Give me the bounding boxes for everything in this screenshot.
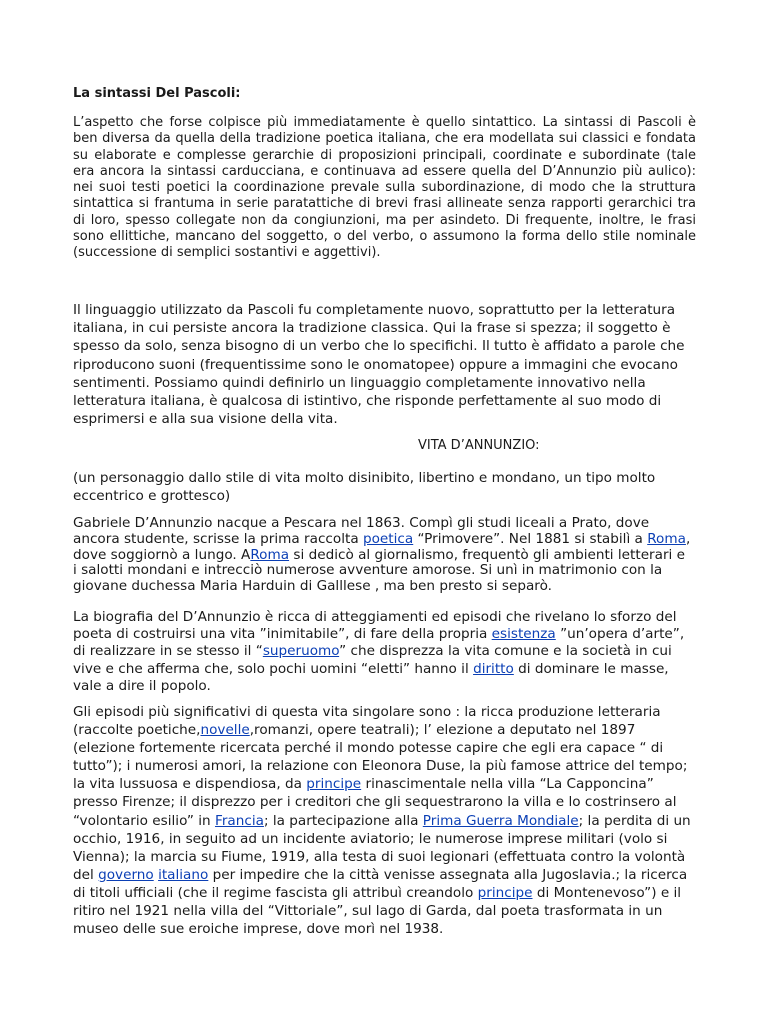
hyperlink-roma[interactable]: Roma [250, 546, 290, 563]
hyperlink-poetica[interactable]: poetica [362, 530, 414, 547]
hyperlink-italiano[interactable]: italiano [158, 866, 209, 883]
paragraph-syntax: L’aspetto che forse colpisce più immediatamente è quello sintattico. La sintassi di Pascoli è ben diversa da quella della tradizione poetica italiana, che era modellata sui classici e fondata su elaborate e complesse gerarchie di proposizioni principali, coordinate e subordinate (tale era ancora la sintassi carducciana, e continuava ad essere quella del D’Annunzio più aulico): nei suoi testi poetici la coordinazione prevale sulla subordinazione, di modo che la struttura sintattica si frantuma in serie paratattiche di brevi frasi allineate senza rapporti gerarchici tra di loro, spesso collegate non da congiunzioni, ma per asindeto. Di frequente, inoltre, le frasi sono ellittiche, mancano del soggetto, o del verbo, o assumono la forma dello stile nominale (successione di semplici sostantivi e aggettivi). [73, 115, 696, 261]
hyperlink-governo[interactable]: governo [98, 866, 154, 883]
hyperlink-esistenza[interactable]: esistenza [491, 626, 556, 643]
hyperlink-roma[interactable]: Roma [647, 530, 686, 547]
hyperlink-principe[interactable]: principe [306, 776, 362, 793]
text-segment: ” che disprezza la vita comune e la società in cui vive e che afferma che, solo pochi uomini “eletti” hanno il [73, 643, 672, 677]
text-segment: rinascimentale nella villa “La Capponcina” presso Firenze; il disprezzo per i creditori che gli sequestrarono la villa e lo costrinsero al “volontario esilio” in [73, 776, 677, 829]
document-title: La sintassi Del Pascoli: [73, 86, 241, 101]
text-segment: “Primovere”. Nel 1881 si stabilì a [413, 530, 648, 547]
hyperlink-principe[interactable]: principe [477, 884, 533, 901]
text-segment: ”un’opera d’arte”, di realizzare in se stesso il “ [73, 626, 685, 660]
text-segment: ; la perdita di un occhio, 1916, in seguito ad un incidente aviatorio; le numerose imprese militari (volo si Vienna); la marcia su Fiume, 1919, alla testa di suoi legionari (effettuata contro la volontà del [73, 812, 691, 883]
text-segment: ,romanzi, opere teatrali); l’ elezione a deputato nel 1897 (elezione fortemente ricercata perché il mondo potesse capire che egli era capace “ di tutto”); i numerosi amori, la relazione con Eleonora Duse, la più famose attrice del tempo; la vita lussuosa e dispendiosa, da [73, 722, 688, 793]
hyperlink-novelle[interactable]: novelle [200, 722, 250, 739]
paragraph-personality: (un personaggio dallo stile di vita molto disinibito, libertino e mondano, un tipo molto eccentrico e grottesco) [73, 470, 656, 505]
hyperlink-francia[interactable]: Francia [214, 812, 264, 829]
text-segment: , dove soggiornò a lungo. A [73, 530, 691, 563]
hyperlink-prima-guerra-mondiale[interactable]: Prima Guerra Mondiale [422, 812, 579, 829]
text-segment: si dedicò al giornalismo, frequentò gli ambienti letterari e i salotti mondani e intrecciò numerose avventure amorose. Si unì in matrimonio con la giovane duchessa Maria Harduin di Galllese , ma ben presto si separò. [73, 546, 686, 595]
text-segment: per impedire che la città venisse assegnata alla Jugoslavia.; la ricerca di titoli ufficiali (che il regime fascista gli attribuì creandolo [73, 866, 688, 901]
paragraph-biography-intro [73, 516, 693, 595]
text-segment: di Montenevoso”) e il ritiro nel 1921 nella villa del “Vittoriale”, sul lago di Garda, dal poeta trasformata in un museo delle sue eroiche imprese, dove morì nel 1938. [73, 884, 682, 938]
text-segment: Gli episodi più significativi di questa vita singolare sono : la ricca produzione letteraria (raccolte poetiche, [73, 704, 661, 739]
hyperlink-superuomo[interactable]: superuomo [262, 643, 340, 660]
hyperlink-diritto[interactable]: diritto [473, 660, 514, 677]
text-segment: Gabriele D’Annunzio nacque a Pescara nel 1863. Compì gli studi liceali a Prato, dove ancora studente, scrisse la prima raccolta [73, 515, 650, 547]
paragraph-episodes [73, 703, 697, 938]
text-segment: di dominare le masse, vale a dire il popolo. [73, 660, 669, 694]
section-title: VITA D’ANNUNZIO: [418, 438, 540, 453]
text-segment: ; la partecipazione alla [263, 812, 423, 829]
paragraph-language: Il linguaggio utilizzato da Pascoli fu completamente nuovo, soprattutto per la letteratura italiana, in cui persiste ancora la tradizione classica. Qui la frase si spezza; il soggetto è spesso da solo, senza bisogno di un verbo che lo specifichi. Il tutto è affidato a parole che riproducono suoni (frequentissime sono le onomatopee) oppure a immagini che evocano sentimenti. Possiamo quindi definirlo un linguaggio completamente innovativo nella letteratura italiana, è qualcosa di istintivo, che risponde perfettamente al suo modo di esprimersi e alla sua visione della vita. [73, 302, 685, 428]
text-segment: La biografia del D’Annunzio è ricca di atteggiamenti ed episodi che rivelano lo sforzo del poeta di costruirsi una vita ”inimitabile”, di fare della propria [73, 609, 677, 643]
paragraph-biography-ambition [73, 609, 693, 695]
